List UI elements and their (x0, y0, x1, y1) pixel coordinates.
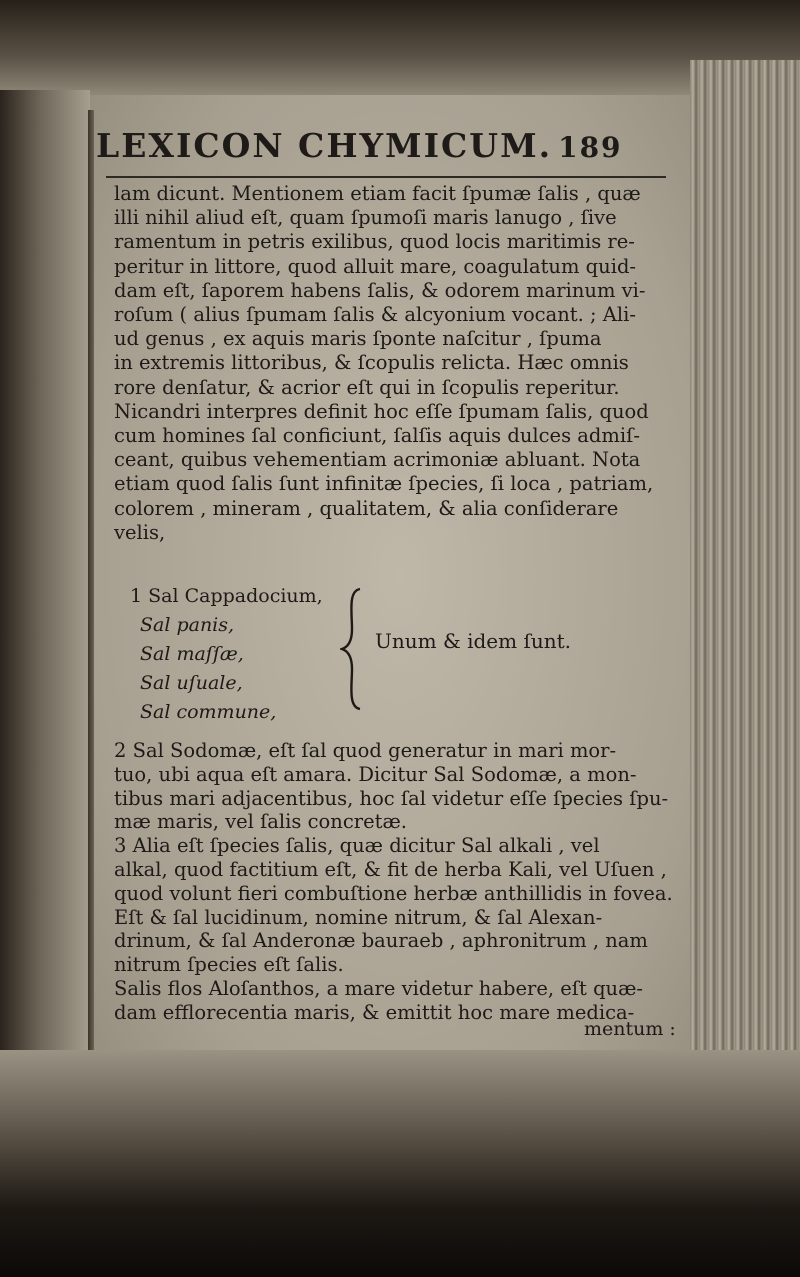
brace-note: Unum & idem ſunt. (375, 629, 572, 653)
text-line: nitrum ſpecies eſt ſalis. (114, 953, 344, 977)
text-line: etiam quod ſalis ſunt infinitæ ſpecies, ſi loca , patriam, (114, 472, 654, 496)
text-line: mæ maris, vel ſalis concretæ. (114, 810, 407, 834)
text-line: tuo, ubi aqua eſt amara. Dicitur Sal Sodomæ, a mon- (114, 762, 637, 786)
text-line: 3 Alia eſt ſpecies ſalis, quæ dicitur Sal alkali , vel (114, 834, 600, 858)
text-line: peritur in littore, quod alluit mare, coagulatum quid- (114, 254, 637, 278)
text-line: 2 Sal Sodomæ, eſt ſal quod generatur in mari mor- (114, 739, 617, 762)
page-stack-edge (690, 60, 800, 1170)
gutter-shadow (88, 110, 94, 1180)
text-line: dam eſt, ſaporem habens ſalis, & odorem marinum vi- (114, 278, 646, 302)
running-head-title: LEXICON CHYMICUM. (96, 126, 553, 165)
text-line: rore denſatur, & acrior eſt qui in ſcopulis reperitur. (114, 375, 620, 399)
text-line: velis, (114, 520, 166, 544)
text-line: quod volunt fieri combuſtione herbæ anthillidis in fovea. (114, 881, 673, 905)
catchword: mentum : (584, 1018, 676, 1040)
list-item: Sal maſſæ, (140, 643, 244, 665)
header-rule (106, 176, 666, 178)
text-line: ud genus , ex aquis maris ſponte naſcitur , ſpuma (114, 327, 602, 351)
top-shadow (0, 0, 800, 95)
list-item: Sal panis, (140, 614, 235, 636)
text-line: cum homines ſal conficiunt, ſalſis aquis dulces admiſ- (114, 424, 640, 448)
text-line: roſum ( alius ſpumam ſalis & alcyonium vocant. ; Ali- (114, 303, 636, 327)
text-line: drinum, & ſal Anderonæ bauraeb , aphronitrum , nam (114, 929, 648, 953)
text-line: Eſt & ſal lucidinum, nomine nitrum, & ſal Alexan- (114, 905, 603, 929)
bottom-shadow (0, 1050, 800, 1277)
text-line: lam dicunt. Mentionem etiam facit ſpumæ ſalis , quæ (114, 182, 641, 205)
brace-icon (340, 585, 366, 713)
text-line: Nicandri interpres definit hoc eſſe ſpumam ſalis, quod (114, 399, 649, 423)
paragraph-1 (114, 182, 674, 545)
list-item: Sal commune, (140, 701, 277, 723)
text-line: ceant, quibus vehementiam acrimoniæ abluant. Nota (114, 448, 641, 472)
text-line: Salis flos Aloſanthos, a mare videtur habere, eſt quæ- (114, 976, 644, 1000)
facing-page-edge (0, 90, 90, 1050)
text-line: tibus mari adjacentibus, hoc ſal videtur eſſe ſpecies ſpu- (114, 786, 669, 810)
text-line: illi nihil aliud eſt, quam ſpumoſi maris lanugo , ſive (114, 206, 617, 230)
book-page (96, 98, 696, 1058)
list-item: 1 Sal Cappadocium, (130, 585, 323, 607)
list-item: Sal uſuale, (140, 672, 243, 694)
running-head (96, 126, 656, 165)
text-line: ramentum in petris exilibus, quod locis maritimis re- (114, 230, 635, 254)
text-line: colorem , mineram , qualitatem, & alia conſiderare (114, 496, 619, 520)
text-line: alkal, quod factitium eſt, & fit de herba Kali, vel Uſuen , (114, 857, 667, 881)
text-line: in extremis littoribus, & ſcopulis relicta. Hæc omnis (114, 351, 629, 375)
text-line: dam efflorecentia maris, & emittit hoc mare medica- (114, 1000, 635, 1024)
paragraph-2 (114, 739, 674, 1025)
page-number: 189 (558, 131, 623, 164)
